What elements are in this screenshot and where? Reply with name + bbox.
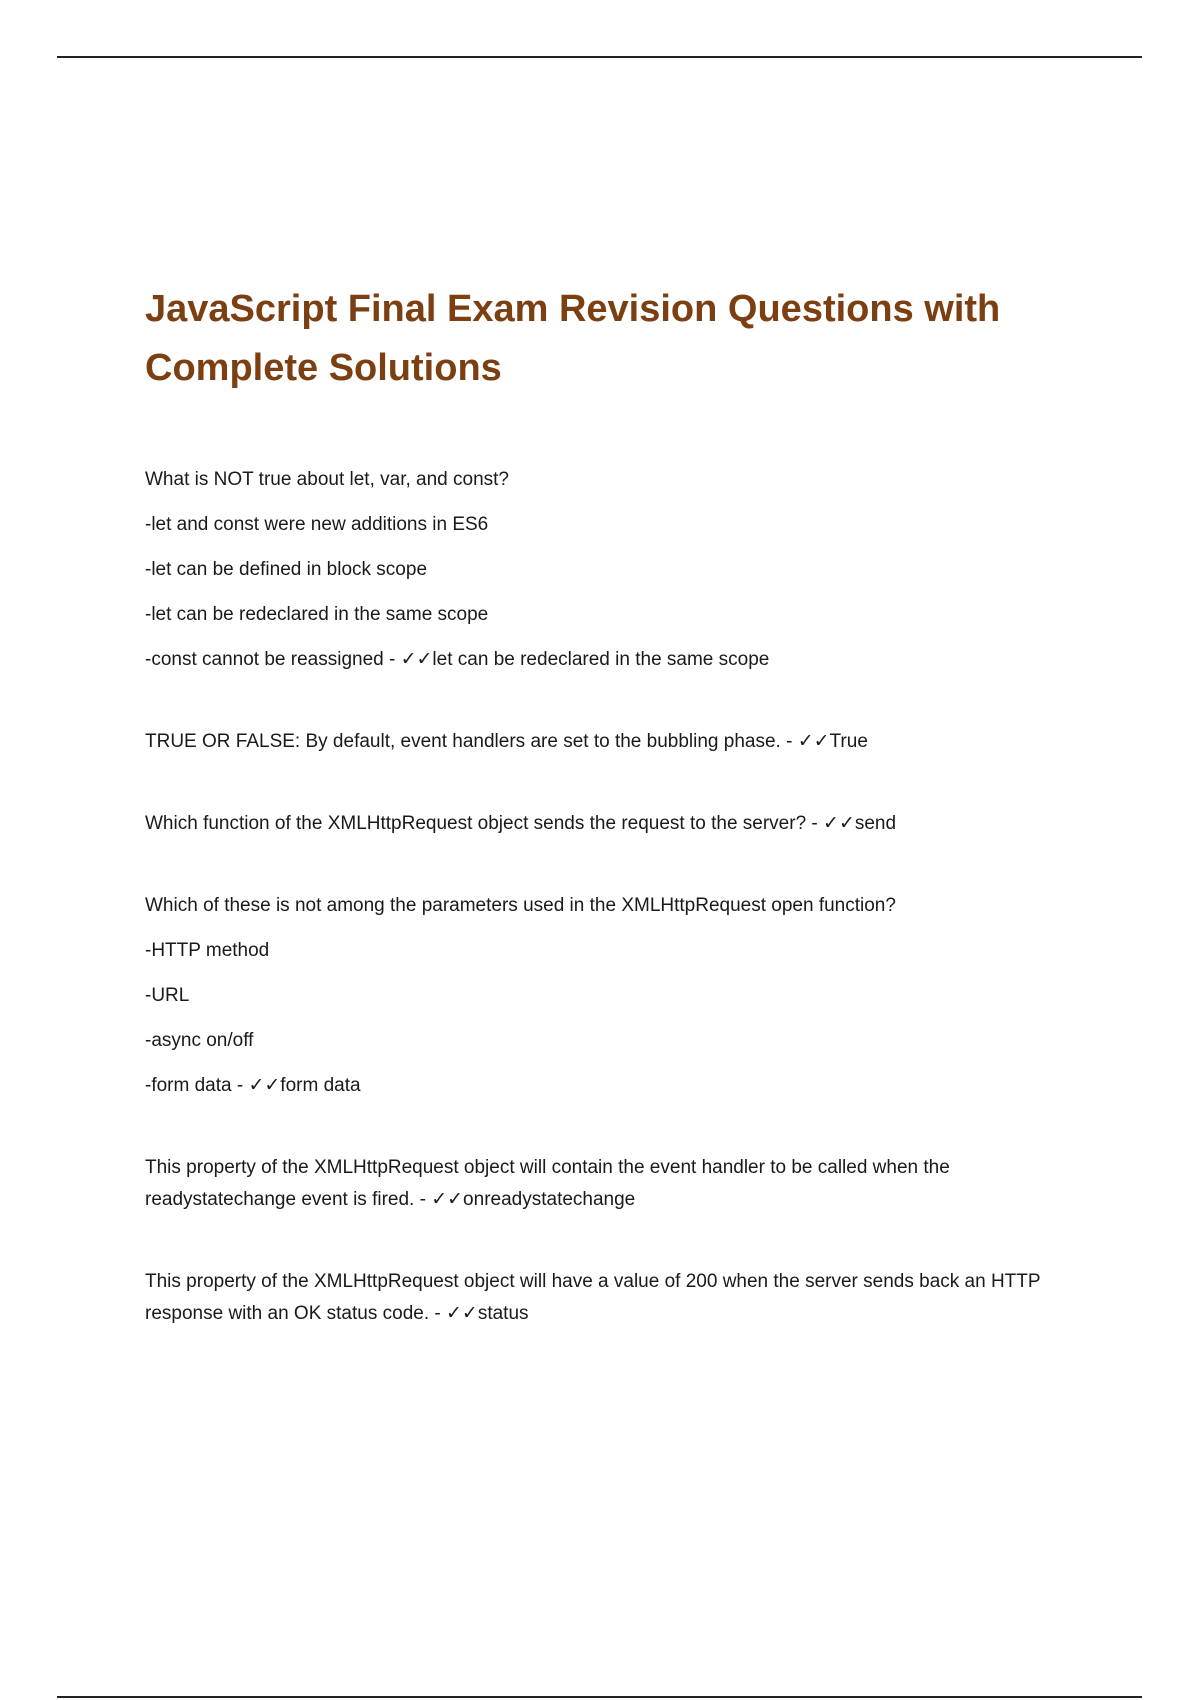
answer-option: -let can be redeclared in the same scope bbox=[145, 604, 489, 625]
question-with-solution: This property of the XMLHttpRequest object will have a value of 200 when the server sends back an HTTP response with an OK status code. - ✓✓status bbox=[145, 1271, 1041, 1324]
question-with-solution: TRUE OR FALSE: By default, event handlers are set to the bubbling phase. - ✓✓True bbox=[145, 731, 868, 752]
answer-option: -URL bbox=[145, 985, 190, 1006]
title-line-2: Complete Solutions bbox=[145, 347, 502, 389]
question-block bbox=[145, 808, 1045, 840]
question-with-solution: Which function of the XMLHttpRequest object sends the request to the server? - ✓✓send bbox=[145, 813, 897, 834]
question-text: Which of these is not among the parameters used in the XMLHttpRequest open function? bbox=[145, 895, 896, 916]
answer-option: -async on/off bbox=[145, 1030, 254, 1051]
question-block bbox=[145, 1152, 1045, 1216]
question-block bbox=[145, 890, 1045, 1102]
question-text: What is NOT true about let, var, and const? bbox=[145, 469, 509, 490]
answer-option: -HTTP method bbox=[145, 940, 270, 961]
answer-option: -let can be defined in block scope bbox=[145, 559, 428, 580]
document-title bbox=[145, 280, 1045, 398]
answer-option-with-solution: -const cannot be reassigned - ✓✓let can be redeclared in the same scope bbox=[145, 649, 770, 670]
question-block bbox=[145, 1266, 1045, 1330]
question-block bbox=[145, 464, 1045, 676]
title-line-1: JavaScript Final Exam Revision Questions with bbox=[145, 288, 1001, 330]
bottom-rule bbox=[57, 1696, 1142, 1698]
answer-option: -let and const were new additions in ES6 bbox=[145, 514, 489, 535]
page-content bbox=[145, 280, 1045, 1380]
top-rule bbox=[57, 56, 1142, 58]
question-block bbox=[145, 726, 1045, 758]
question-with-solution: This property of the XMLHttpRequest object will contain the event handler to be called when the readystatechange event is fired. - ✓✓onreadystatechange bbox=[145, 1157, 950, 1210]
answer-option-with-solution: -form data - ✓✓form data bbox=[145, 1075, 361, 1096]
question-list bbox=[145, 464, 1045, 1330]
